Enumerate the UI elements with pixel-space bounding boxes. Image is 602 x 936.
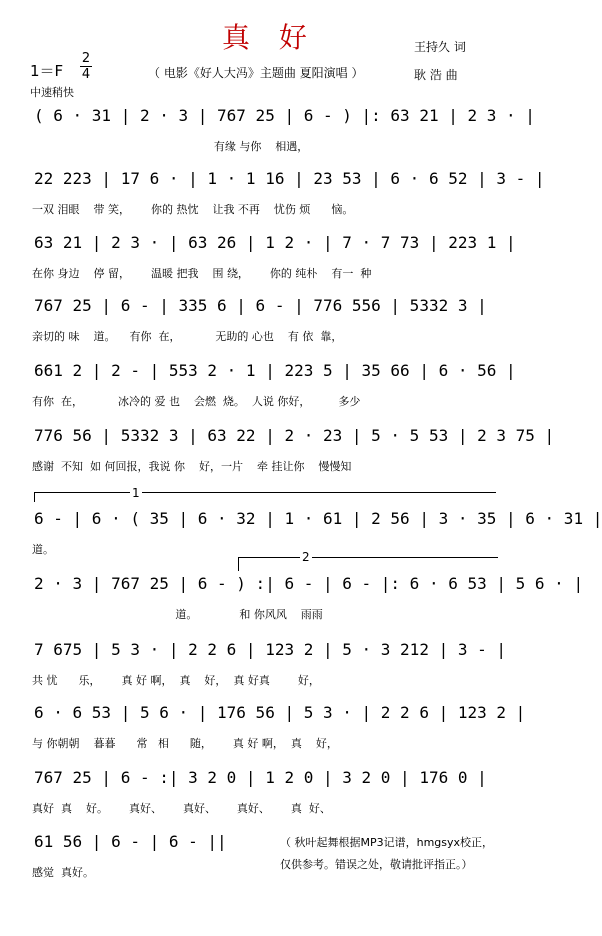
time-signature bbox=[80, 52, 92, 81]
notation-text: 63 21 | 2 3 · | 63 26 | 1 2 · | 7 · 7 73 | 223 1 | bbox=[34, 233, 516, 252]
song-title: 真 好 bbox=[222, 21, 317, 54]
composer-credit: 耿 浩 曲 bbox=[414, 68, 458, 82]
notation-text: ( 6 · 31 | 2 · 3 | 767 25 | 6 - ) |: 63 21 | 2 3 · | bbox=[34, 106, 535, 125]
notation-text: 6 - | 6 · ( 35 | 6 · 32 | 1 · 61 | 2 56 | 3 · 35 | 6 · 31 | bbox=[34, 509, 602, 528]
tempo-marking: 中速稍快 bbox=[30, 86, 74, 99]
lyric-line: 有你 在， 冰冷的 爱 也 会燃 烧。 人说 你好， 多少 bbox=[32, 395, 361, 408]
notation-text: 661 2 | 2 - | 553 2 · 1 | 223 5 | 35 66 | 6 · 56 | bbox=[34, 361, 516, 380]
first-ending-number: 1 bbox=[132, 486, 140, 500]
notation-line bbox=[32, 227, 516, 261]
lyric-line: 道。 bbox=[32, 543, 54, 556]
lyric-line: 一双 泪眼 带 笑， 你的 热忱 让我 不再 忧伤 烦 恼。 bbox=[32, 203, 354, 216]
time-signature-bottom: 4 bbox=[81, 67, 91, 82]
first-ending-bracket-end bbox=[34, 492, 35, 502]
notation-line bbox=[32, 290, 502, 324]
lyric-line: 亲切的 味 道。 有你 在， 无助的 心也 有 依 靠， bbox=[32, 330, 343, 343]
lyric-line: 真好 真 好。 真好、 真好、 真好、 真 好、 bbox=[32, 802, 331, 815]
lyric-line: 与 你朝朝 暮暮 常 相 随， 真 好 啊， 真 好， bbox=[32, 737, 338, 750]
second-ending-bracket bbox=[238, 557, 498, 558]
time-signature-top: 2 bbox=[81, 51, 91, 66]
notation-line bbox=[32, 568, 584, 602]
key-signature: 1＝F bbox=[30, 62, 64, 80]
lyricist-credit: 王持久 词 bbox=[414, 40, 466, 54]
first-ending-bracket bbox=[34, 492, 496, 493]
notation-text: 61 56 | 6 - | 6 - || bbox=[34, 832, 227, 851]
notation-line bbox=[32, 503, 602, 537]
notation-text: 22 223 | 17 6 · | 1 · 1 16 | 23 53 | 6 · 6 52 | 3 - | bbox=[34, 169, 545, 188]
notation-text: 2 · 3 | 767 25 | 6 - ) :| 6 - | 6 - |: 6 · 6 53 | 5 6 · | bbox=[34, 574, 584, 593]
transcription-note-line2: 仅供参考。错误之处，敬请批评指正。） bbox=[280, 858, 473, 871]
lyric-line: 感谢 不知 如 何回报，我说 你 好，一片 牵 挂让你 慢慢知 bbox=[32, 460, 352, 473]
notation-line bbox=[32, 826, 272, 860]
notation-line bbox=[32, 100, 535, 134]
transcription-note-line1: （ 秋叶起舞根据MP3记谱，hmgsyx校正， bbox=[280, 836, 494, 849]
notation-line bbox=[32, 762, 502, 796]
second-ending-number: 2 bbox=[302, 550, 310, 564]
notation-line bbox=[32, 163, 545, 197]
notation-line bbox=[32, 634, 507, 668]
notation-text: 776 56 | 5332 3 | 63 22 | 2 · 23 | 5 · 5 53 | 2 3 75 | bbox=[34, 426, 555, 445]
song-subtitle: （ 电影《好人大冯》主题曲 夏阳演唱 ） bbox=[148, 66, 364, 80]
lyric-line: 共 忧 乐， 真 好 啊， 真 好， 真 好真 好， bbox=[32, 674, 320, 687]
notation-line bbox=[32, 420, 555, 454]
notation-text: 6 · 6 53 | 5 6 · | 176 56 | 5 3 · | 2 2 6 | 123 2 | bbox=[34, 703, 526, 722]
notation-text: 767 25 | 6 - :| 3 2 0 | 1 2 0 | 3 2 0 | 176 0 | bbox=[34, 768, 487, 787]
notation-text: 767 25 | 6 - | 335 6 | 6 - | 776 556 | 5332 3 | bbox=[34, 296, 487, 315]
lyric-line: 道。 和 你风风 雨雨 bbox=[32, 608, 323, 621]
notation-line bbox=[32, 355, 516, 389]
transcription-note bbox=[280, 832, 493, 876]
lyric-line: 感觉 真好。 bbox=[32, 866, 94, 879]
notation-line bbox=[32, 697, 526, 731]
lyric-line: 在你 身边 停 留， 温暖 把我 围 绕， 你的 纯朴 有一 种 bbox=[32, 267, 372, 280]
lyric-line: 有缘 与你 相遇， bbox=[32, 140, 309, 153]
notation-text: 7 675 | 5 3 · | 2 2 6 | 123 2 | 5 · 3 212 | 3 - | bbox=[34, 640, 507, 659]
